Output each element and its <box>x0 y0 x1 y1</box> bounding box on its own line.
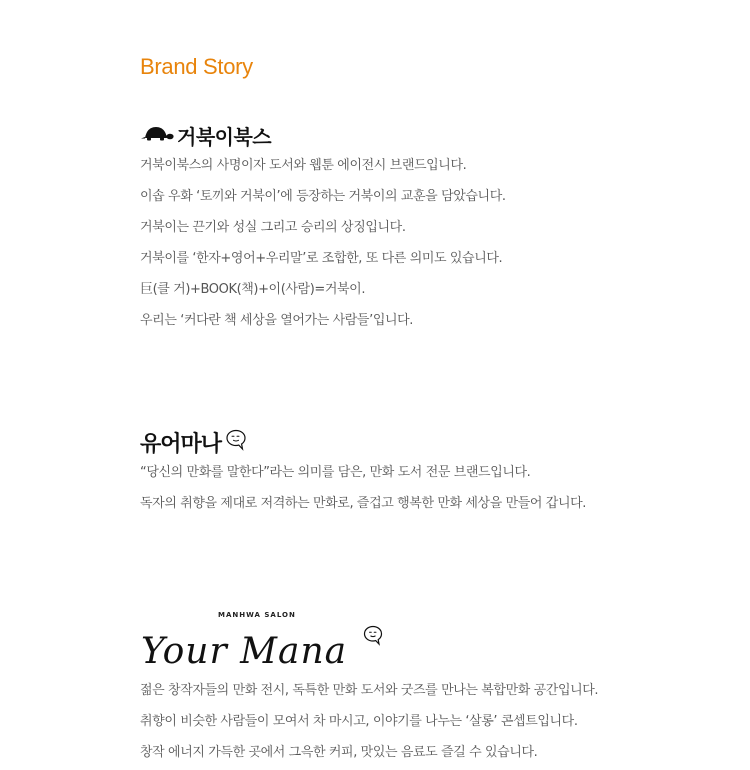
turtle-books-heading <box>140 120 700 150</box>
manhwa-salon-section <box>140 607 700 768</box>
description-line: 巨(클 거)+BOOK(책)+이(사람)=거북이. <box>140 282 366 297</box>
salon-logo-caption: MANHWA SALON <box>218 611 296 619</box>
turtle-books-description <box>140 150 700 336</box>
description-line: 창작 에너지 가득한 곳에서 그윽한 커피, 맛있는 음료도 즐길 수 있습니다. <box>140 745 538 760</box>
description-line: 우리는 ‘커다란 책 세상을 열어가는 사람들’입니다. <box>140 313 414 328</box>
description-line: 거북이를 ‘한자+영어+우리말’로 조합한, 또 다른 의미도 있습니다. <box>140 251 503 266</box>
description-line: 독자의 취향을 제대로 저격하는 만화로, 즐겁고 행복한 만화 세상을 만들어 갑니다. <box>140 496 587 511</box>
your-manhwa-section <box>140 426 700 519</box>
description-line: 거북이는 끈기와 성실 그리고 승리의 상징입니다. <box>140 220 406 235</box>
your-manhwa-description <box>140 457 700 519</box>
description-line: 거북이북스의 사명이자 도서와 웹툰 에이전시 브랜드입니다. <box>140 158 467 173</box>
turtle-books-title: 거북이북스 <box>177 124 272 149</box>
turtle-icon <box>140 123 174 147</box>
manhwa-salon-description <box>140 675 700 768</box>
your-manhwa-heading <box>140 426 700 458</box>
salon-logo-script: Your Mana <box>141 631 348 672</box>
page-title: Brand Story <box>140 54 253 79</box>
your-manhwa-title: 유어마나 <box>140 431 222 457</box>
turtle-books-section <box>140 120 700 336</box>
description-line: 취향이 비슷한 사람들이 모여서 차 마시고, 이야기를 나누는 ‘살롱’ 콘셉트입니다. <box>140 714 578 729</box>
speech-bubble-face-icon <box>224 428 248 456</box>
manhwa-salon-logo <box>140 607 400 675</box>
description-line: “당신의 만화를 말한다”라는 의미를 담은, 만화 도서 전문 브랜드입니다. <box>140 465 531 480</box>
description-line: 이솝 우화 ‘토끼와 거북이’에 등장하는 거북이의 교훈을 담았습니다. <box>140 189 506 204</box>
speech-bubble-face-icon <box>365 627 382 645</box>
description-line: 젊은 창작자들의 만화 전시, 독특한 만화 도서와 굿즈를 만나는 복합만화 공간입니다. <box>140 683 599 698</box>
